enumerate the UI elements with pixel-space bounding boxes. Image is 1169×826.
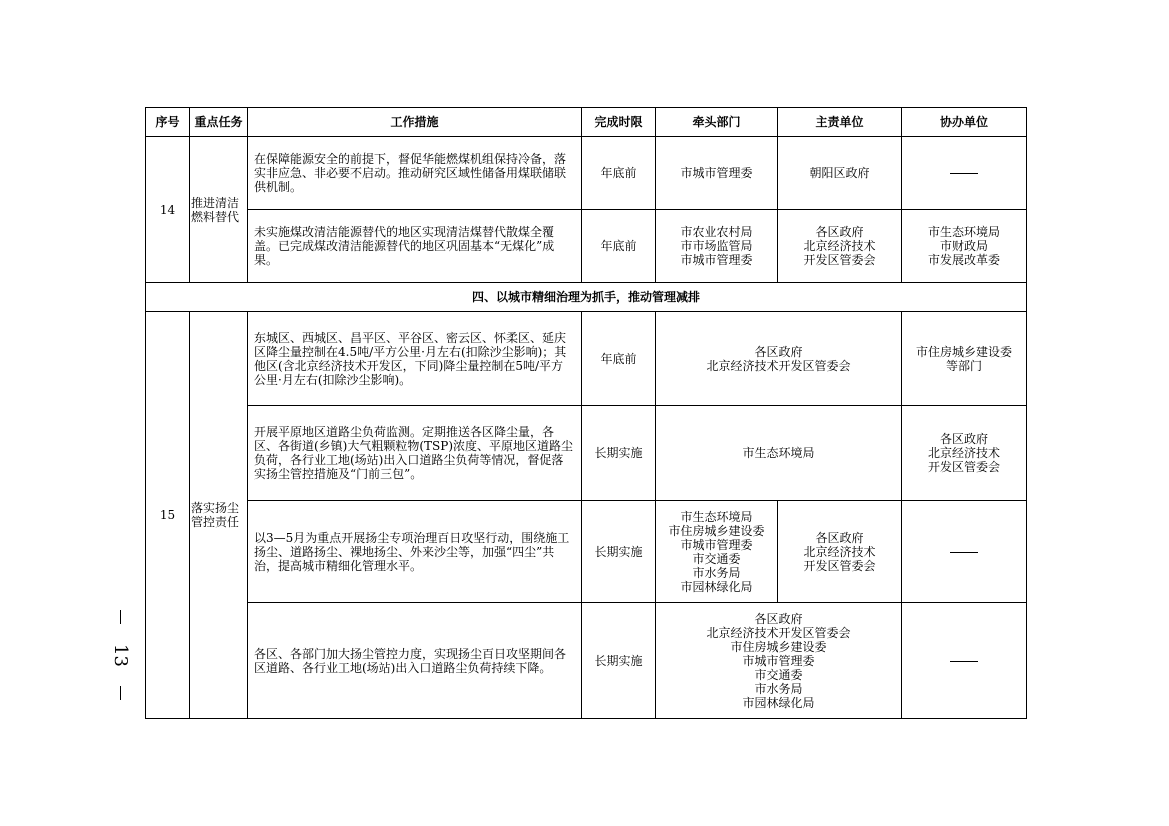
header-deadline: 完成时限 <box>582 108 656 137</box>
header-measure: 工作措施 <box>248 108 582 137</box>
row-measure: 未实施煤改清洁能源替代的地区实现清洁煤替代散煤全覆盖。已完成煤改清洁能源替代的地区巩固基本“无煤化”成果。 <box>248 210 582 283</box>
lead-main-line: 北京经济技术开发区管委会 <box>706 625 851 640</box>
page-number-bar-top <box>120 610 121 624</box>
header-main: 主责单位 <box>778 108 902 137</box>
lead-line: 市住房城乡建设委 <box>668 523 765 538</box>
lead-main-line: 市城市管理委 <box>742 653 815 668</box>
row-lead-main <box>656 603 902 719</box>
table-row <box>146 501 1027 603</box>
row-assist <box>902 210 1027 283</box>
lead-line: 市园林绿化局 <box>680 579 753 594</box>
row-lead: 市城市管理委 <box>656 137 778 210</box>
row-task: 落实扬尘管控责任 <box>190 312 248 719</box>
lead-line: 市水务局 <box>692 565 741 580</box>
header-lead: 牵头部门 <box>656 108 778 137</box>
row-deadline: 长期实施 <box>582 603 656 719</box>
row-measure: 各区、各部门加大扬尘管控力度，实现扬尘百日攻坚期间各区道路、各行业工地(场站)出入口道路尘负荷持续下降。 <box>248 603 582 719</box>
row-main <box>778 501 902 603</box>
assist-line: 市财政局 <box>939 239 988 253</box>
row-assist <box>902 406 1027 501</box>
row-main: 朝阳区政府 <box>778 137 902 210</box>
empty-dash <box>950 661 978 662</box>
row-assist <box>902 603 1027 719</box>
table-row <box>146 406 1027 501</box>
row-deadline: 年底前 <box>582 210 656 283</box>
lead-line: 市生态环境局 <box>680 509 753 524</box>
main-line: 北京经济技术 <box>803 544 876 559</box>
row-main <box>778 210 902 283</box>
lead-line: 市交通委 <box>692 551 741 566</box>
row-lead <box>656 501 778 603</box>
header-row <box>146 108 1027 137</box>
row-assist <box>902 312 1027 406</box>
header-seq: 序号 <box>146 108 190 137</box>
page-number: 13 <box>109 643 131 667</box>
lead-main-line: 市交通委 <box>754 667 803 682</box>
row-measure: 在保障能源安全的前提下，督促华能燃煤机组保持冷备，落实非应急、非必要不启动。推动研究区域性储备用煤联储联供机制。 <box>248 137 582 210</box>
lead-line: 市城市管理委 <box>680 253 753 267</box>
row-deadline: 年底前 <box>582 137 656 210</box>
table-row <box>146 210 1027 283</box>
lead-main-line: 各区政府 <box>754 344 803 359</box>
table-row <box>146 137 1027 210</box>
row-deadline: 长期实施 <box>582 501 656 603</box>
assist-line: 各区政府 <box>939 432 988 446</box>
row-task: 推进清洁燃料替代 <box>190 137 248 283</box>
lead-main-line: 市水务局 <box>754 681 803 696</box>
row-seq: 14 <box>146 137 190 283</box>
main-line: 开发区管委会 <box>803 253 876 267</box>
row-lead-main: 市生态环境局 <box>656 406 902 501</box>
row-measure: 开展平原地区道路尘负荷监测。定期推送各区降尘量，各区、各街道(乡镇)大气粗颗粒物(TSP)浓度、平原地区道路尘负荷，各行业工地(场站)出入口道路尘负荷等情况，督促落实扬尘管控措施及“门前三包”。 <box>248 406 582 501</box>
page-number-marker <box>108 610 132 700</box>
assist-line: 等部门 <box>945 358 982 373</box>
row-measure: 以3—5月为重点开展扬尘专项治理百日攻坚行动，围绕施工扬尘、道路扬尘、裸地扬尘、外来沙尘等，加强“四尘”共治，提高城市精细化管理水平。 <box>248 501 582 603</box>
empty-dash <box>950 173 978 174</box>
page-number-bar-bottom <box>120 686 121 700</box>
lead-main-line: 各区政府 <box>754 611 803 626</box>
lead-main-line: 市园林绿化局 <box>742 695 815 710</box>
assist-line: 市住房城乡建设委 <box>915 344 1012 359</box>
main-line: 开发区管委会 <box>803 558 876 573</box>
lead-line: 市市场监管局 <box>680 239 753 253</box>
header-assist: 协办单位 <box>902 108 1027 137</box>
row-assist <box>902 501 1027 603</box>
table-row <box>146 603 1027 719</box>
row-deadline: 年底前 <box>582 312 656 406</box>
lead-main-line: 北京经济技术开发区管委会 <box>706 358 851 373</box>
row-lead <box>656 210 778 283</box>
row-seq: 15 <box>146 312 190 719</box>
lead-main-line: 市住房城乡建设委 <box>730 639 827 654</box>
assist-line: 北京经济技术 <box>927 446 1000 460</box>
header-task: 重点任务 <box>190 108 248 137</box>
row-assist <box>902 137 1027 210</box>
row-lead-main <box>656 312 902 406</box>
assist-line: 开发区管委会 <box>927 460 1000 474</box>
empty-dash <box>950 552 978 553</box>
main-line: 各区政府 <box>815 225 864 239</box>
section-row <box>146 283 1027 312</box>
table-row <box>146 312 1027 406</box>
lead-line: 市城市管理委 <box>680 537 753 552</box>
main-line: 各区政府 <box>815 530 864 545</box>
assist-line: 市发展改革委 <box>927 253 1000 267</box>
assist-line: 市生态环境局 <box>927 225 1000 239</box>
task-table <box>145 107 1027 719</box>
row-measure: 东城区、西城区、昌平区、平谷区、密云区、怀柔区、延庆区降尘量控制在4.5吨/平方公里·月左右(扣除沙尘影响)；其他区(含北京经济技术开发区，下同)降尘量控制在5吨/平方公里·月左右(扣除沙尘影响)。 <box>248 312 582 406</box>
lead-line: 市农业农村局 <box>680 225 753 239</box>
main-line: 北京经济技术 <box>803 239 876 253</box>
row-deadline: 长期实施 <box>582 406 656 501</box>
section-title: 四、以城市精细治理为抓手，推动管理减排 <box>146 283 1027 312</box>
